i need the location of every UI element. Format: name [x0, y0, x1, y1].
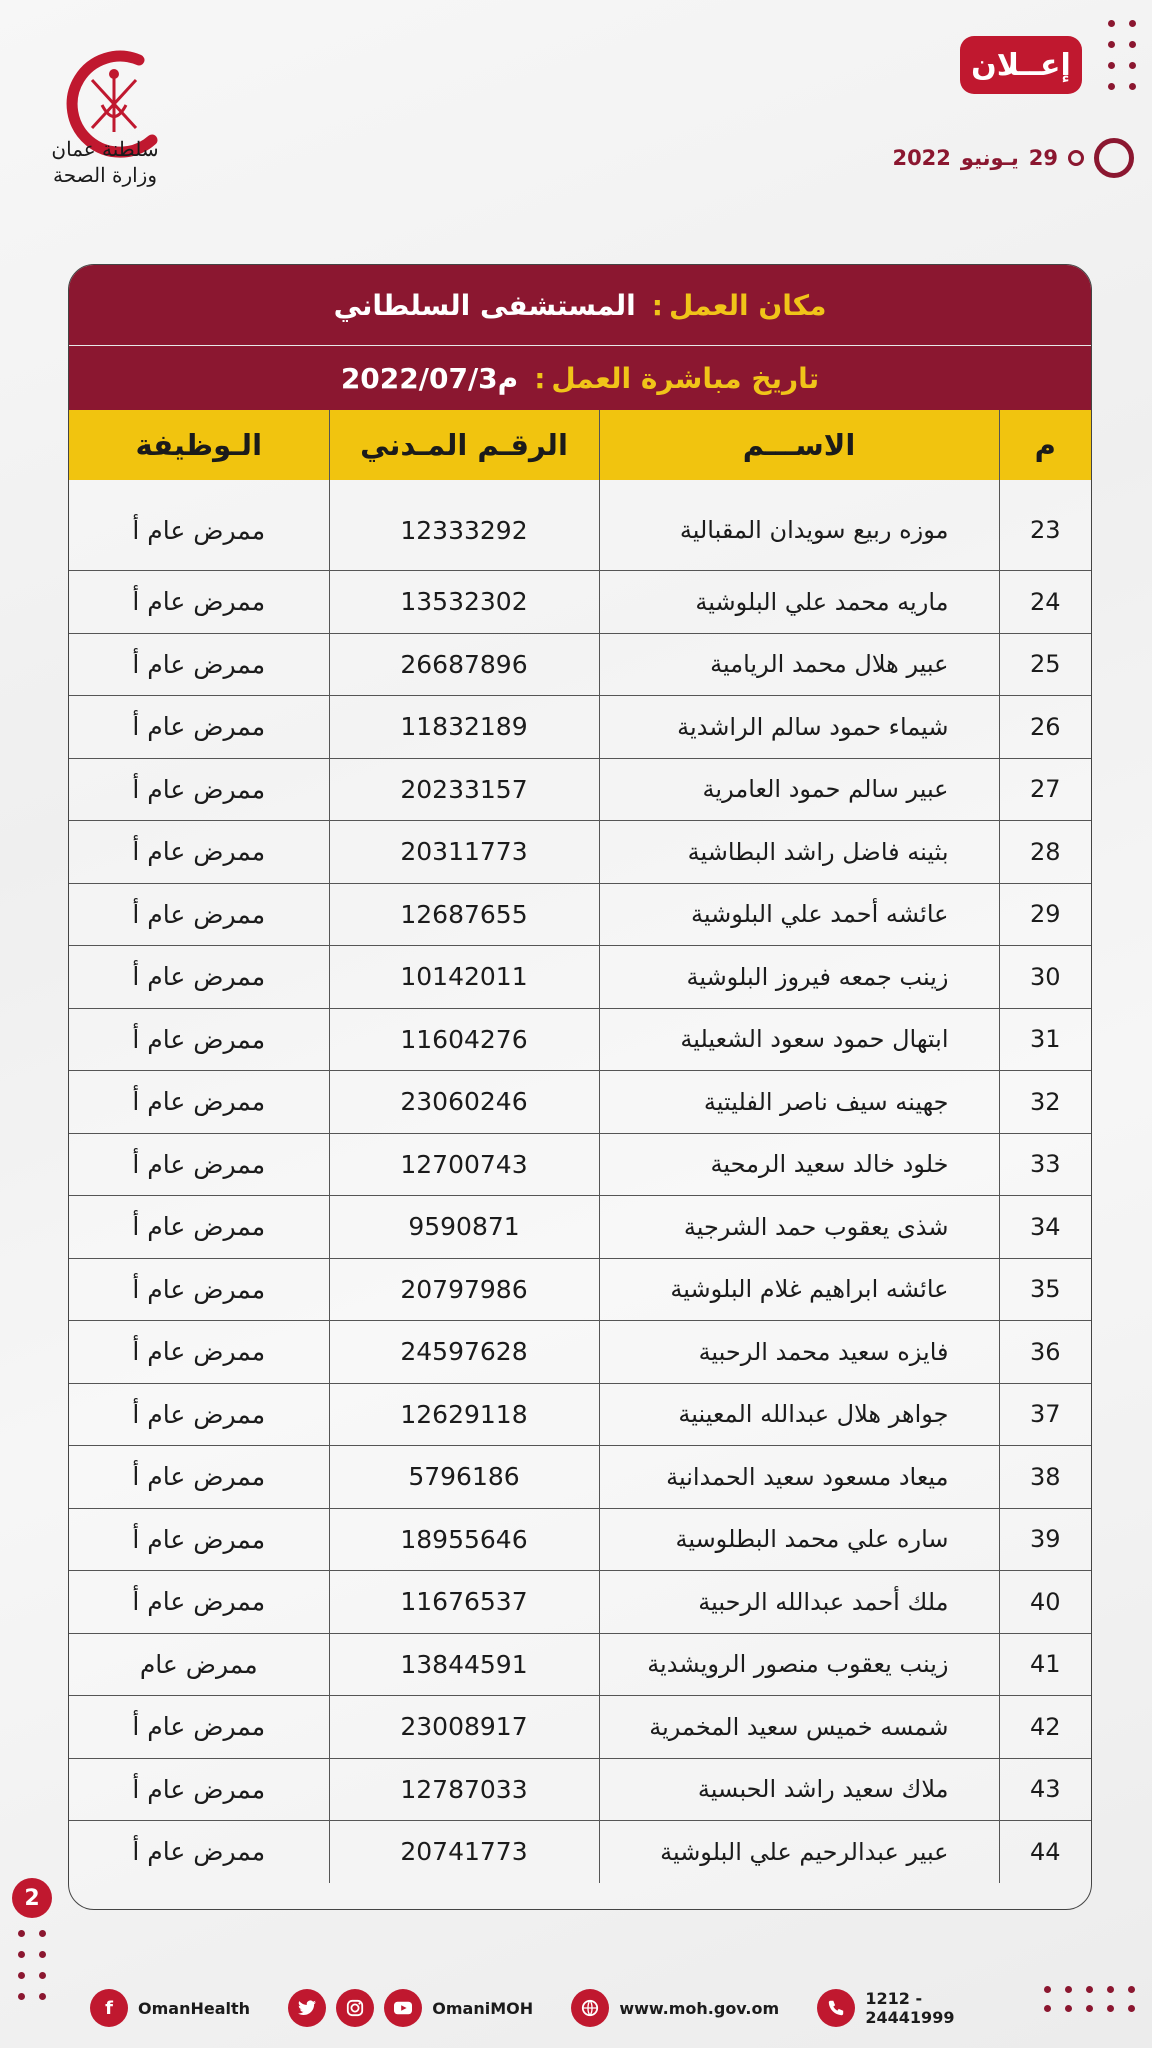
cell-number: 38	[999, 1446, 1091, 1509]
workplace-header: مكان العمل : المستشفى السلطاني	[69, 265, 1091, 345]
ministry-logo-text: سلطنة عمان وزارة الصحة	[51, 137, 159, 187]
table-row	[69, 758, 1091, 821]
cell-civil-id: 12333292	[329, 480, 599, 571]
large-ring-icon	[1094, 138, 1134, 178]
cell-name: عائشه ابراهيم غلام البلوشية	[599, 1258, 999, 1321]
cell-name: زينب يعقوب منصور الرويشدية	[599, 1633, 999, 1696]
table-row	[69, 821, 1091, 884]
cell-job: ممرض عام أ	[69, 758, 329, 821]
cell-name: شيماء حمود سالم الراشدية	[599, 696, 999, 759]
small-ring-icon	[1068, 150, 1084, 166]
cell-job: ممرض عام أ	[69, 821, 329, 884]
cell-civil-id: 11676537	[329, 1571, 599, 1634]
cell-job: ممرض عام أ	[69, 696, 329, 759]
cell-name: فايزه سعيد محمد الرحبية	[599, 1321, 999, 1384]
cell-number: 23	[999, 480, 1091, 571]
facebook-handle[interactable]: OmanHealth	[138, 1998, 251, 2018]
cell-job: ممرض عام أ	[69, 1508, 329, 1571]
phone-icon[interactable]	[817, 1989, 855, 2027]
cell-number: 37	[999, 1383, 1091, 1446]
table-row	[69, 1258, 1091, 1321]
cell-civil-id: 20741773	[329, 1821, 599, 1883]
cell-number: 26	[999, 696, 1091, 759]
cell-civil-id: 12687655	[329, 883, 599, 946]
cell-number: 33	[999, 1133, 1091, 1196]
cell-job: ممرض عام أ	[69, 1696, 329, 1759]
website-link[interactable]: www.moh.gov.om	[619, 1998, 780, 2018]
instagram-icon[interactable]	[336, 1989, 374, 2027]
announcement-date: 2022 يـونيو 29	[892, 146, 1058, 170]
cell-name: موزه ربيع سويدان المقبالية	[599, 480, 999, 571]
cell-civil-id: 10142011	[329, 946, 599, 1009]
cell-number: 35	[999, 1258, 1091, 1321]
table-row	[69, 480, 1091, 571]
date-line	[892, 138, 1134, 178]
column-header-job: الـوظيفة	[69, 410, 329, 480]
table-row	[69, 1133, 1091, 1196]
cell-number: 43	[999, 1758, 1091, 1821]
column-header-civil-id: الرقـم المـدني	[329, 410, 599, 480]
cell-job: ممرض عام أ	[69, 1571, 329, 1634]
cell-civil-id: 12787033	[329, 1758, 599, 1821]
cell-civil-id: 23060246	[329, 1071, 599, 1134]
announcement-badge: إعــلان	[960, 36, 1082, 94]
cell-name: ابتهال حمود سعود الشعيلية	[599, 1008, 999, 1071]
cell-number: 42	[999, 1696, 1091, 1759]
cell-job: ممرض عام أ	[69, 1383, 329, 1446]
column-header-name: الاســـم	[599, 410, 999, 480]
cell-civil-id: 18955646	[329, 1508, 599, 1571]
cell-job: ممرض عام أ	[69, 1258, 329, 1321]
cell-job: ممرض عام أ	[69, 633, 329, 696]
cell-name: شمسه خميس سعيد المخمرية	[599, 1696, 999, 1759]
decorative-dots-bottom-left	[18, 1930, 46, 2000]
cell-name: ملك أحمد عبدالله الرحبية	[599, 1571, 999, 1634]
employee-table	[69, 410, 1091, 1883]
cell-name: عبير سالم حمود العامرية	[599, 758, 999, 821]
cell-name: ميعاد مسعود سعيد الحمدانية	[599, 1446, 999, 1509]
cell-civil-id: 11604276	[329, 1008, 599, 1071]
table-row	[69, 633, 1091, 696]
table-row	[69, 1446, 1091, 1509]
table-row	[69, 1571, 1091, 1634]
youtube-icon[interactable]	[384, 1989, 422, 2027]
cell-number: 24	[999, 571, 1091, 634]
cell-number: 25	[999, 633, 1091, 696]
cell-name: عبير هلال محمد الريامية	[599, 633, 999, 696]
table-row	[69, 696, 1091, 759]
phone-number[interactable]: 1212 - 24441999	[865, 1989, 955, 2027]
cell-number: 41	[999, 1633, 1091, 1696]
cell-number: 44	[999, 1821, 1091, 1883]
cell-name: ماريه محمد علي البلوشية	[599, 571, 999, 634]
cell-name: عبير عبدالرحيم علي البلوشية	[599, 1821, 999, 1883]
cell-number: 39	[999, 1508, 1091, 1571]
cell-job: ممرض عام أ	[69, 1321, 329, 1384]
cell-job: ممرض عام أ	[69, 1196, 329, 1259]
table-row	[69, 946, 1091, 1009]
cell-name: عائشه أحمد علي البلوشية	[599, 883, 999, 946]
cell-name: شذى يعقوب حمد الشرجية	[599, 1196, 999, 1259]
cell-civil-id: 5796186	[329, 1446, 599, 1509]
table-row	[69, 1508, 1091, 1571]
cell-civil-id: 20797986	[329, 1258, 599, 1321]
table-row	[69, 1008, 1091, 1071]
globe-icon[interactable]	[571, 1989, 609, 2027]
table-row	[69, 1696, 1091, 1759]
employee-table-card	[68, 264, 1092, 1910]
table-row	[69, 571, 1091, 634]
footer	[90, 1988, 1010, 2028]
page-number: 2	[12, 1878, 52, 1918]
cell-number: 36	[999, 1321, 1091, 1384]
social-handle[interactable]: OmaniMOH	[432, 1998, 534, 2018]
cell-number: 31	[999, 1008, 1091, 1071]
cell-job: ممرض عام أ	[69, 1071, 329, 1134]
cell-civil-id: 20233157	[329, 758, 599, 821]
cell-civil-id: 12700743	[329, 1133, 599, 1196]
cell-name: خلود خالد سعيد الرمحية	[599, 1133, 999, 1196]
cell-number: 29	[999, 883, 1091, 946]
cell-number: 28	[999, 821, 1091, 884]
table-row	[69, 1758, 1091, 1821]
cell-number: 30	[999, 946, 1091, 1009]
cell-job: ممرض عام أ	[69, 571, 329, 634]
facebook-icon[interactable]: f	[90, 1989, 128, 2027]
table-row	[69, 1383, 1091, 1446]
cell-civil-id: 11832189	[329, 696, 599, 759]
cell-civil-id: 23008917	[329, 1696, 599, 1759]
cell-job: ممرض عام أ	[69, 946, 329, 1009]
cell-name: ساره علي محمد البطلوسية	[599, 1508, 999, 1571]
table-row	[69, 883, 1091, 946]
cell-job: ممرض عام أ	[69, 1446, 329, 1509]
table-header-row	[69, 410, 1091, 480]
cell-name: بثينه فاضل راشد البطاشية	[599, 821, 999, 884]
cell-name: ملاك سعيد راشد الحبسية	[599, 1758, 999, 1821]
cell-job: ممرض عام أ	[69, 1133, 329, 1196]
cell-civil-id: 9590871	[329, 1196, 599, 1259]
cell-civil-id: 24597628	[329, 1321, 599, 1384]
cell-civil-id: 13844591	[329, 1633, 599, 1696]
cell-number: 32	[999, 1071, 1091, 1134]
table-row	[69, 1321, 1091, 1384]
cell-civil-id: 13532302	[329, 571, 599, 634]
cell-job: ممرض عام أ	[69, 1821, 329, 1883]
cell-civil-id: 26687896	[329, 633, 599, 696]
cell-civil-id: 12629118	[329, 1383, 599, 1446]
cell-job: ممرض عام أ	[69, 1008, 329, 1071]
column-header-number: م	[999, 410, 1091, 480]
cell-job: ممرض عام أ	[69, 883, 329, 946]
cell-job: ممرض عام أ	[69, 1758, 329, 1821]
table-row	[69, 1633, 1091, 1696]
cell-number: 40	[999, 1571, 1091, 1634]
cell-name: جواهر هلال عبدالله المعينية	[599, 1383, 999, 1446]
cell-civil-id: 20311773	[329, 821, 599, 884]
cell-name: جهينه سيف ناصر الفليتية	[599, 1071, 999, 1134]
table-row	[69, 1196, 1091, 1259]
cell-number: 27	[999, 758, 1091, 821]
cell-number: 34	[999, 1196, 1091, 1259]
cell-name: زينب جمعه فيروز البلوشية	[599, 946, 999, 1009]
start-date-header: تاريخ مباشرة العمل : 2022/07/3م	[69, 345, 1091, 410]
decorative-dots-bottom-right	[1044, 1986, 1135, 2012]
cell-job: ممرض عام	[69, 1633, 329, 1696]
decorative-dots-top	[1108, 20, 1136, 90]
table-row	[69, 1821, 1091, 1883]
twitter-icon[interactable]	[288, 1989, 326, 2027]
table-row	[69, 1071, 1091, 1134]
cell-job: ممرض عام أ	[132, 515, 266, 545]
